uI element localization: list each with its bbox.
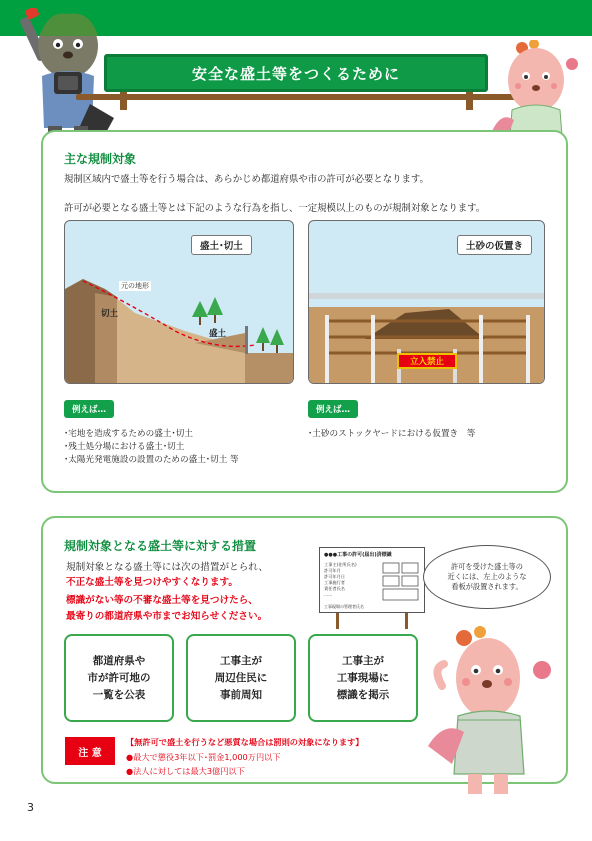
section-title-targets: 主な規制対象 [64, 152, 137, 166]
measures-red-3: 最寄りの都道府県や市までお知らせください。 [66, 611, 268, 622]
penalty-line-2: ●法人に対しては最大3億円以下 [126, 766, 245, 776]
targets-text-1: 規制区域内で盛土等を行う場合は、あらかじめ都道府県や市の許可が必要となります。 [64, 174, 429, 185]
sign-post-right [405, 613, 408, 629]
section-title-measures: 規制対象となる盛土等に対する措置 [64, 539, 257, 553]
fill-cut-diagram [65, 221, 294, 384]
measure-box-display-sign [308, 634, 418, 722]
measure-text: 工事主が 周辺住民に 事前周知 [214, 654, 268, 701]
page-number: 3 [27, 801, 34, 814]
pink-mascot-right [490, 40, 582, 140]
measures-red-2: 標識がない等の不審な盛土等を見つけたら、 [66, 595, 258, 606]
list-item: ･太陽光発電施設の設置のための盛土･切土 等 [64, 455, 239, 465]
penalty-line-1: ●最大で懲役3年以下･罰金1,000万円以下 [126, 752, 281, 762]
list-item: ･残土処分場における盛土･切土 [64, 442, 185, 452]
storage-label: 土砂の仮置き [457, 235, 532, 255]
sign-footer: 工事現場の管理者氏名 [324, 604, 364, 609]
examples-left-list [64, 428, 239, 467]
warning-badge: 注 意 [65, 737, 115, 765]
example-tag-left: 例えば… [64, 400, 114, 418]
sign-grid-icon [382, 562, 420, 602]
targets-text-2: 許可が必要となる盛土等とは下記のような行為を指し、一定規模以上のものが規制対象となります。 [64, 203, 486, 214]
no-entry-sign: 立入禁止 [397, 353, 457, 369]
fill-label: 盛土 [209, 329, 227, 339]
example-tag-right: 例えば… [308, 400, 358, 418]
bubble-text: 許可を受けた盛土等の 近くには、左上のような 看板が設置されます。 [447, 562, 527, 591]
storage-illustration [308, 220, 545, 384]
permit-sign-board [319, 547, 425, 613]
pink-mascot-bottom [428, 624, 556, 800]
measure-text: 都道府県や 市が許可地の 一覧を公表 [87, 654, 151, 701]
fill-cut-label: 盛土･切土 [191, 235, 252, 255]
page-title: 安全な盛土等をつくるために [191, 64, 400, 83]
measure-text: 工事主が 工事現場に 標識を掲示 [336, 654, 390, 701]
measure-box-publish-list [64, 634, 174, 722]
sign-post-left [336, 613, 339, 629]
speech-bubble [423, 545, 551, 609]
list-item: ･土砂のストックヤードにおける仮置き 等 [308, 429, 476, 439]
examples-right-list [308, 428, 475, 441]
measures-intro: 規制対象となる盛土等には次の措置がとられ、 [66, 562, 269, 573]
original-terrain-label: 元の地形 [121, 282, 149, 290]
fill-cut-illustration [64, 220, 294, 384]
penalty-heading: 【無許可で盛土を行うなど悪質な場合は罰則の対象になります】 [126, 737, 364, 747]
measure-box-prior-notice [186, 634, 296, 722]
mole-mascot-left [18, 8, 114, 146]
cut-label: 切土 [101, 309, 119, 319]
measures-red-1: 不正な盛土等を見つけやすくなります。 [66, 577, 238, 588]
list-item: ･宅地を造成するための盛土･切土 [64, 429, 193, 439]
title-banner [104, 54, 488, 92]
sign-rows: 工事主(住所氏名) 許可年月 許可年月日 工事施行者 責任者氏名 …… [324, 562, 357, 597]
banner-rail [76, 94, 516, 100]
sign-title: ●●●工事の許可(届出)済標識 [324, 552, 392, 558]
